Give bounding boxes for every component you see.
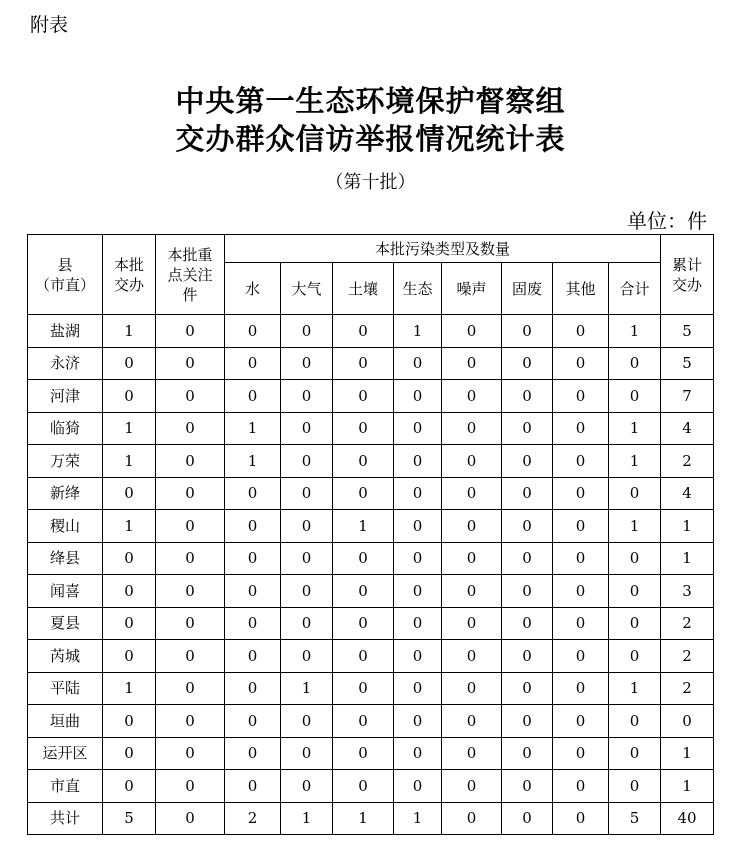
value-cell: 0 [156,802,225,835]
value-cell: 0 [609,477,661,510]
value-cell: 0 [156,477,225,510]
value-cell: 0 [156,542,225,575]
value-cell: 0 [502,802,553,835]
value-cell: 0 [502,315,553,348]
value-cell: 0 [394,770,442,803]
value-cell: 0 [609,347,661,380]
value-cell: 2 [225,802,281,835]
value-cell: 0 [156,315,225,348]
value-cell: 1 [281,802,333,835]
value-cell: 0 [225,347,281,380]
value-cell: 0 [225,737,281,770]
header-other: 其他 [553,263,609,315]
value-cell: 1 [333,802,394,835]
table-row [28,315,714,348]
value-cell: 0 [333,607,394,640]
table-row [28,802,714,835]
header-batch-assigned-line1: 本批 [113,255,144,274]
value-cell: 5 [661,347,714,380]
value-cell: 1 [103,672,156,705]
table-row [28,445,714,478]
value-cell: 0 [502,737,553,770]
county-name-cell: 夏县 [28,607,103,640]
value-cell: 0 [609,575,661,608]
value-cell: 0 [442,347,502,380]
value-cell: 0 [553,477,609,510]
value-cell: 0 [442,315,502,348]
table-row [28,770,714,803]
value-cell: 0 [156,607,225,640]
county-name-cell: 芮城 [28,640,103,673]
header-batch-assigned-line2: 交办 [113,275,144,294]
header-solid-waste: 固废 [502,263,553,315]
table-row [28,737,714,770]
value-cell: 0 [442,737,502,770]
value-cell: 0 [281,412,333,445]
value-cell: 0 [156,445,225,478]
table-row [28,542,714,575]
value-cell: 1 [281,672,333,705]
value-cell: 0 [225,477,281,510]
value-cell: 0 [333,705,394,738]
value-cell: 0 [609,737,661,770]
value-cell: 0 [156,705,225,738]
value-cell: 0 [442,445,502,478]
county-name-cell: 闻喜 [28,575,103,608]
value-cell: 0 [609,607,661,640]
value-cell: 0 [225,672,281,705]
table-row [28,347,714,380]
value-cell: 5 [609,802,661,835]
county-name-cell: 绛县 [28,542,103,575]
value-cell: 0 [281,347,333,380]
value-cell: 0 [502,575,553,608]
value-cell: 0 [394,607,442,640]
value-cell: 0 [156,672,225,705]
value-cell: 0 [553,705,609,738]
value-cell: 40 [661,802,714,835]
document-title-line2: 交办群众信访举报情况统计表 [175,122,566,156]
value-cell: 0 [281,575,333,608]
value-cell: 0 [103,607,156,640]
value-cell: 0 [394,705,442,738]
table-row [28,510,714,543]
value-cell: 2 [661,640,714,673]
value-cell: 1 [333,510,394,543]
value-cell: 0 [333,575,394,608]
unit-label: 单位：件 [627,209,707,233]
value-cell: 0 [225,640,281,673]
value-cell: 0 [553,672,609,705]
table-row [28,607,714,640]
value-cell: 5 [661,315,714,348]
value-cell: 5 [103,802,156,835]
value-cell: 2 [661,672,714,705]
value-cell: 0 [553,315,609,348]
value-cell: 0 [442,770,502,803]
county-name-cell: 平陆 [28,672,103,705]
value-cell: 0 [394,477,442,510]
value-cell: 0 [103,380,156,413]
value-cell: 0 [103,575,156,608]
value-cell: 0 [281,542,333,575]
header-key-focus [156,235,225,315]
table-row [28,477,714,510]
value-cell: 1 [609,412,661,445]
attachment-label: 附表 [30,14,69,36]
header-noise: 噪声 [442,263,502,315]
value-cell: 0 [442,380,502,413]
value-cell: 0 [442,802,502,835]
value-cell: 0 [502,445,553,478]
value-cell: 0 [609,705,661,738]
value-cell: 0 [156,347,225,380]
header-cumulative [661,235,714,315]
value-cell: 0 [281,737,333,770]
value-cell: 0 [442,607,502,640]
value-cell: 0 [553,542,609,575]
value-cell: 0 [333,380,394,413]
value-cell: 1 [103,445,156,478]
value-cell: 0 [553,770,609,803]
value-cell: 0 [103,705,156,738]
value-cell: 1 [103,412,156,445]
county-name-cell: 垣曲 [28,705,103,738]
table-row [28,705,714,738]
value-cell: 0 [333,672,394,705]
value-cell: 0 [502,672,553,705]
value-cell: 0 [553,380,609,413]
value-cell: 1 [661,510,714,543]
value-cell: 0 [281,445,333,478]
value-cell: 0 [333,412,394,445]
value-cell: 0 [394,640,442,673]
table-body [28,315,714,835]
value-cell: 0 [333,315,394,348]
header-key-focus-line3: 件 [182,285,198,304]
county-name-cell: 共计 [28,802,103,835]
value-cell: 0 [553,575,609,608]
county-name-cell: 临猗 [28,412,103,445]
header-county-line2: （市直） [34,275,95,294]
value-cell: 0 [394,380,442,413]
value-cell: 0 [156,575,225,608]
value-cell: 0 [553,347,609,380]
value-cell: 0 [394,445,442,478]
value-cell: 0 [225,380,281,413]
value-cell: 0 [333,640,394,673]
value-cell: 0 [502,510,553,543]
value-cell: 0 [333,542,394,575]
value-cell: 0 [442,705,502,738]
value-cell: 0 [156,640,225,673]
value-cell: 0 [661,705,714,738]
value-cell: 0 [103,477,156,510]
document-title-line1: 中央第一生态环境保护督察组 [175,84,566,118]
table-row [28,380,714,413]
value-cell: 0 [281,770,333,803]
value-cell: 0 [502,412,553,445]
value-cell: 0 [394,412,442,445]
value-cell: 1 [609,510,661,543]
value-cell: 1 [609,315,661,348]
value-cell: 0 [502,542,553,575]
value-cell: 0 [281,510,333,543]
value-cell: 1 [394,802,442,835]
value-cell: 0 [442,542,502,575]
value-cell: 0 [281,477,333,510]
value-cell: 0 [553,607,609,640]
value-cell: 4 [661,477,714,510]
county-name-cell: 稷山 [28,510,103,543]
value-cell: 0 [502,347,553,380]
value-cell: 0 [225,770,281,803]
value-cell: 0 [333,770,394,803]
value-cell: 0 [394,542,442,575]
value-cell: 0 [103,770,156,803]
value-cell: 1 [225,445,281,478]
value-cell: 0 [333,347,394,380]
header-soil: 土壤 [333,263,394,315]
value-cell: 0 [225,510,281,543]
value-cell: 0 [225,315,281,348]
value-cell: 0 [394,347,442,380]
value-cell: 0 [225,607,281,640]
value-cell: 1 [394,315,442,348]
value-cell: 2 [661,607,714,640]
header-air: 大气 [281,263,333,315]
value-cell: 0 [333,477,394,510]
value-cell: 0 [553,802,609,835]
value-cell: 0 [103,542,156,575]
value-cell: 4 [661,412,714,445]
table-row [28,640,714,673]
value-cell: 2 [661,445,714,478]
value-cell: 0 [394,672,442,705]
value-cell: 0 [156,380,225,413]
county-name-cell: 永济 [28,347,103,380]
header-key-focus-line2: 点关注 [167,265,213,284]
value-cell: 1 [225,412,281,445]
header-ecology: 生态 [394,263,442,315]
value-cell: 0 [281,315,333,348]
header-pollution-group: 本批污染类型及数量 [225,235,661,263]
value-cell: 0 [103,737,156,770]
value-cell: 0 [502,770,553,803]
value-cell: 1 [661,737,714,770]
value-cell: 0 [609,542,661,575]
value-cell: 0 [442,412,502,445]
value-cell: 1 [661,542,714,575]
value-cell: 0 [442,640,502,673]
value-cell: 0 [281,380,333,413]
header-subtotal: 合计 [609,263,661,315]
value-cell: 0 [442,510,502,543]
value-cell: 0 [394,575,442,608]
value-cell: 0 [609,770,661,803]
header-county [28,235,103,315]
value-cell: 0 [502,640,553,673]
value-cell: 1 [103,315,156,348]
value-cell: 0 [156,412,225,445]
value-cell: 0 [394,510,442,543]
value-cell: 7 [661,380,714,413]
value-cell: 0 [281,640,333,673]
county-name-cell: 市直 [28,770,103,803]
value-cell: 0 [553,640,609,673]
value-cell: 0 [333,737,394,770]
value-cell: 1 [609,445,661,478]
value-cell: 0 [281,705,333,738]
batch-label: （第十批） [325,172,416,193]
value-cell: 0 [442,477,502,510]
header-cumulative-line1: 累计 [672,255,703,274]
value-cell: 0 [609,380,661,413]
value-cell: 0 [553,445,609,478]
value-cell: 0 [156,737,225,770]
value-cell: 0 [502,705,553,738]
value-cell: 0 [502,477,553,510]
value-cell: 0 [502,380,553,413]
value-cell: 0 [103,347,156,380]
table-row [28,412,714,445]
value-cell: 0 [225,542,281,575]
value-cell: 1 [103,510,156,543]
value-cell: 1 [661,770,714,803]
value-cell: 0 [553,412,609,445]
value-cell: 3 [661,575,714,608]
value-cell: 0 [281,607,333,640]
value-cell: 0 [442,575,502,608]
county-name-cell: 新绛 [28,477,103,510]
county-name-cell: 河津 [28,380,103,413]
statistics-table [27,234,714,835]
header-county-line1: 县 [57,255,73,274]
value-cell: 0 [156,510,225,543]
value-cell: 0 [156,770,225,803]
value-cell: 0 [225,575,281,608]
value-cell: 0 [553,510,609,543]
value-cell: 0 [442,672,502,705]
county-name-cell: 盐湖 [28,315,103,348]
value-cell: 1 [609,672,661,705]
header-key-focus-line1: 本批重 [167,245,213,264]
value-cell: 0 [609,640,661,673]
value-cell: 0 [333,445,394,478]
header-water: 水 [225,263,281,315]
value-cell: 0 [553,737,609,770]
table-row [28,672,714,705]
header-batch-assigned [103,235,156,315]
county-name-cell: 运开区 [28,737,103,770]
value-cell: 0 [394,737,442,770]
table-row [28,575,714,608]
header-cumulative-line2: 交办 [672,275,703,294]
county-name-cell: 万荣 [28,445,103,478]
value-cell: 0 [502,607,553,640]
value-cell: 0 [225,705,281,738]
value-cell: 0 [103,640,156,673]
